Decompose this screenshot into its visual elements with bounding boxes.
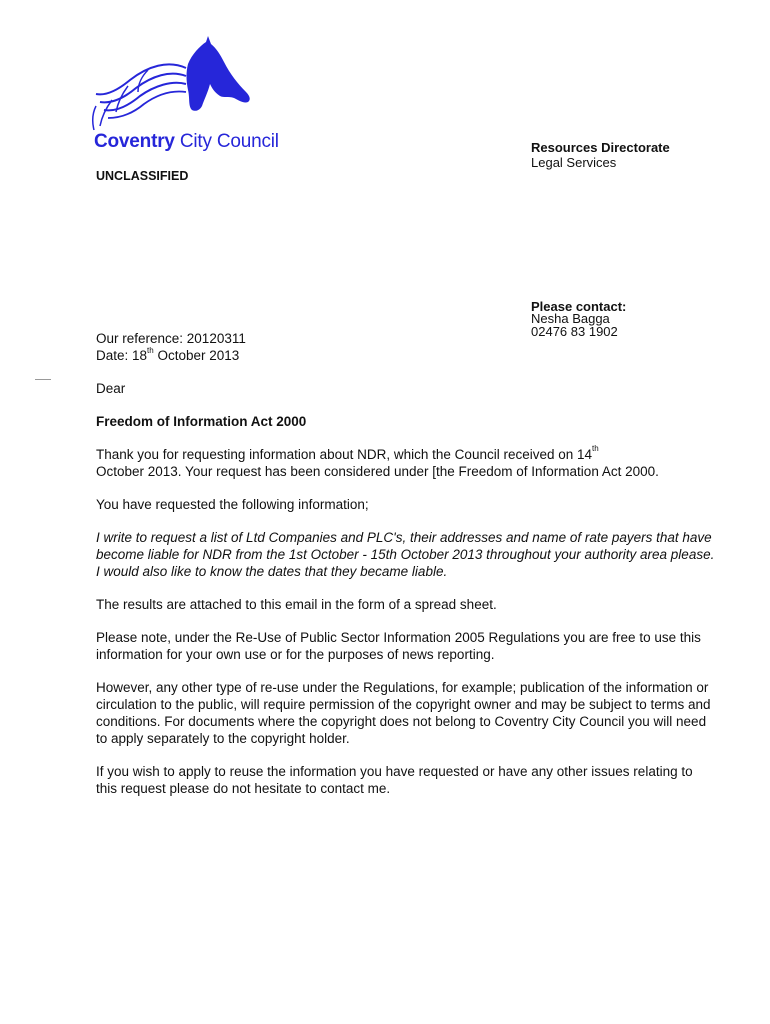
salutation: Dear: [96, 381, 126, 396]
request-quote: I write to request a list of Ltd Companies and PLC's, their addresses and name of rate payers that have become liable for NDR from the 1st October - 15th October 2013 throughout your authority area please. I would also like to know the dates that they became liable.: [96, 530, 715, 579]
council-logo-horse-icon: [88, 36, 258, 136]
letter-date: Date: 18th October 2013: [96, 346, 240, 363]
letter-body: [96, 380, 716, 813]
service-label: Legal Services: [531, 155, 617, 170]
contact-phone: 02476 83 1902: [531, 324, 618, 339]
our-reference: Our reference: 20120311: [96, 331, 246, 346]
directorate-label: Resources Directorate: [531, 140, 670, 155]
contact-name: Nesha Bagga: [531, 311, 610, 326]
classification-label: UNCLASSIFIED: [96, 169, 189, 183]
intro-paragraph: Thank you for requesting information about NDR, which the Council received on 14th October 2013. Your request has been considered under [the Freedom of Information Act 2000.: [96, 444, 659, 479]
reuse-note-paragraph: Please note, under the Re-Use of Public Sector Information 2005 Regulations you are free to use this information for your own use or for the purposes of news reporting.: [96, 630, 701, 662]
other-reuse-paragraph: However, any other type of re-use under the Regulations, for example; publication of the information or circulation to the public, will require permission of the copyright owner and may be subject to terms and conditions. For documents where the copyright does not belong to Coventry City Council you will need to apply separately to the copyright holder.: [96, 680, 711, 746]
closing-paragraph: If you wish to apply to reuse the information you have requested or have any other issues relating to this request please do not hesitate to contact me.: [96, 764, 693, 796]
contact-heading: Please contact:: [531, 299, 627, 314]
requested-paragraph: You have requested the following information;: [96, 497, 369, 512]
letter-subject: Freedom of Information Act 2000: [96, 414, 307, 429]
results-paragraph: The results are attached to this email in the form of a spread sheet.: [96, 597, 497, 612]
margin-mark: [35, 379, 51, 380]
council-logo-text: Coventry City Council: [94, 131, 279, 152]
